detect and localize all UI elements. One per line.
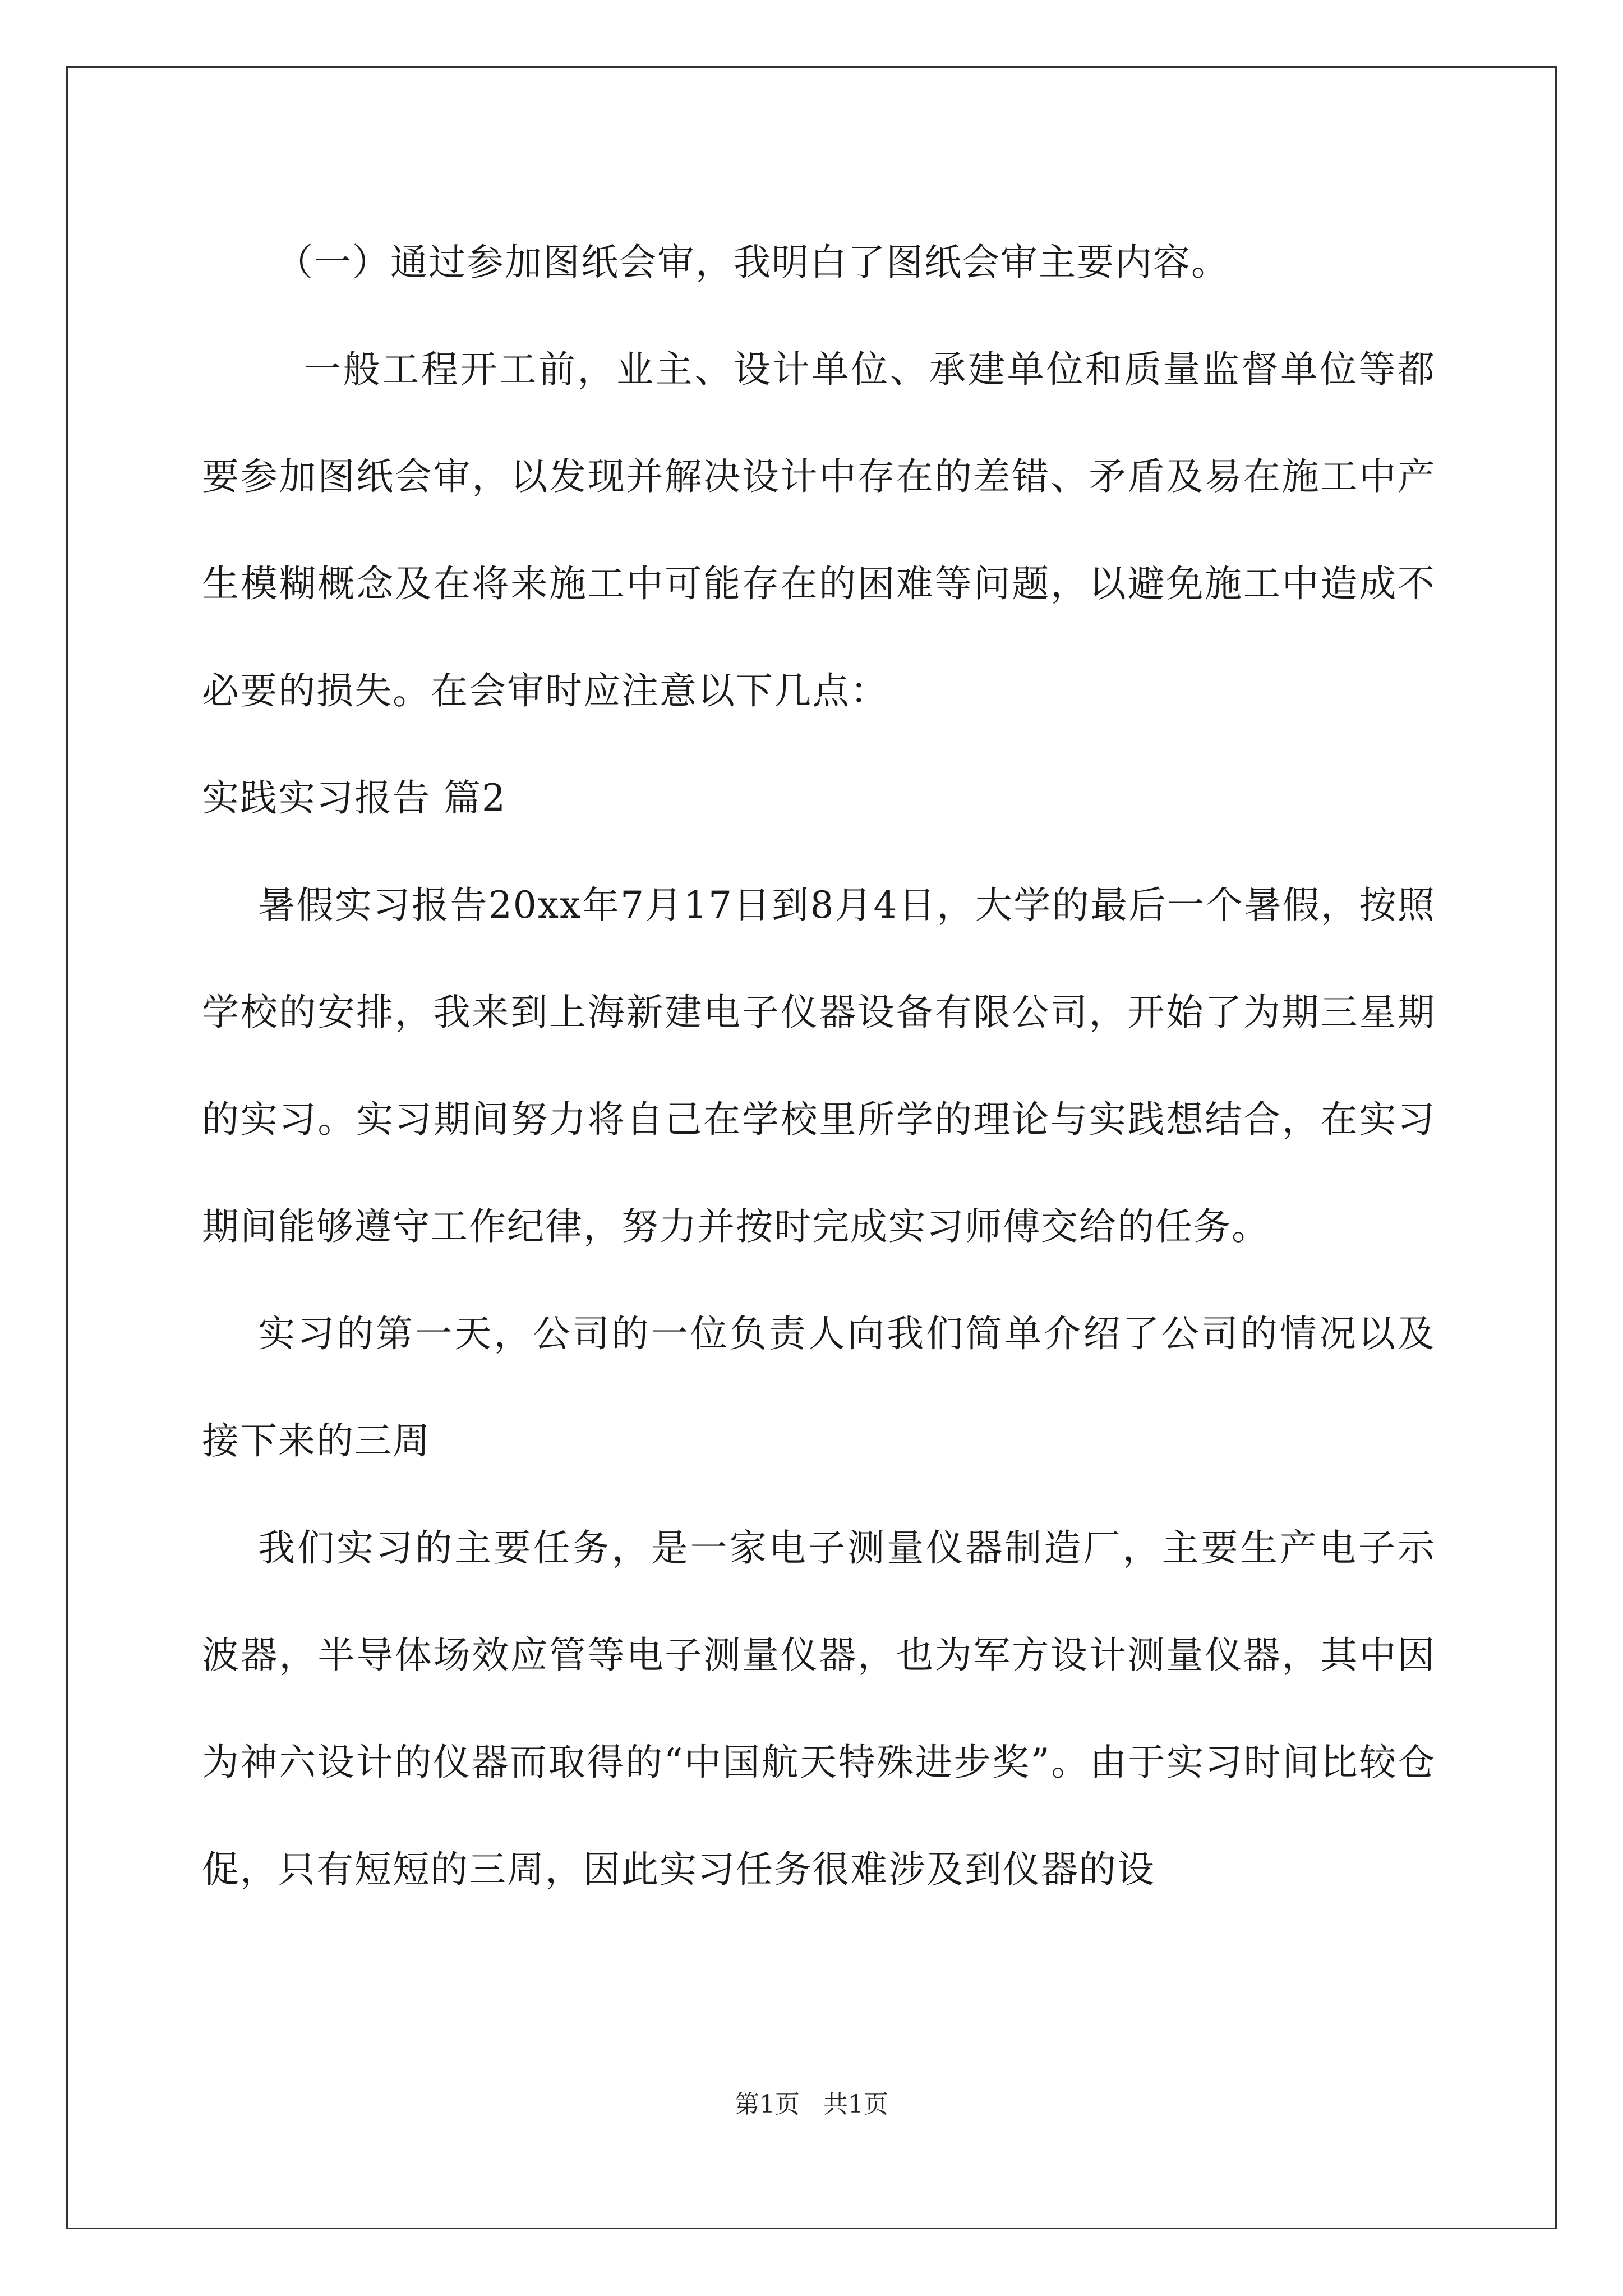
document-body [202,209,1436,1923]
paragraph-intro-heading: （一）通过参加图纸会审，我明白了图纸会审主要内容。 [276,241,1229,284]
page-number-total: 共1页 [823,2090,888,2119]
paragraph-main-tasks: 我们实习的主要任务，是一家电子测量仪器制造厂，主要生产电子示波器，半导体场效应管等电子测量仪器，也为军方设计测量仪器，其中因为神六设计的仪器而取得的“中国航天特殊进步奖”。由于实习时间比较仓促，只有短短的三周，因此实习任务很难涉及到仪器的设 [202,1526,1436,1891]
paragraph-summer-internship: 暑假实习报告20xx年7月17日到8月4日，大学的最后一个暑假，按照学校的安排，我来到上海新建电子仪器设备有限公司，开始了为期三星期的实习。实习期间努力将自己在学校里所学的理论与实践想结合，在实习期间能够遵守工作纪律，努力并按时完成实习师傅交给的任务。 [202,884,1436,1248]
paragraph-drawing-review: 一般工程开工前，业主、设计单位、承建单位和质量监督单位等都要参加图纸会审，以发现并解决设计中存在的差错、矛盾及易在施工中产生模糊概念及在将来施工中可能存在的困难等问题，以避免施工中造成不必要的损失。在会审时应注意以下几点： [202,348,1436,712]
section-title: 实践实习报告 篇2 [202,776,506,820]
page-footer [0,2088,1623,2122]
page-number-current: 第1页 [735,2090,800,2119]
paragraph-first-day: 实习的第一天，公司的一位负责人向我们简单介绍了公司的情况以及接下来的三周 [202,1312,1436,1462]
